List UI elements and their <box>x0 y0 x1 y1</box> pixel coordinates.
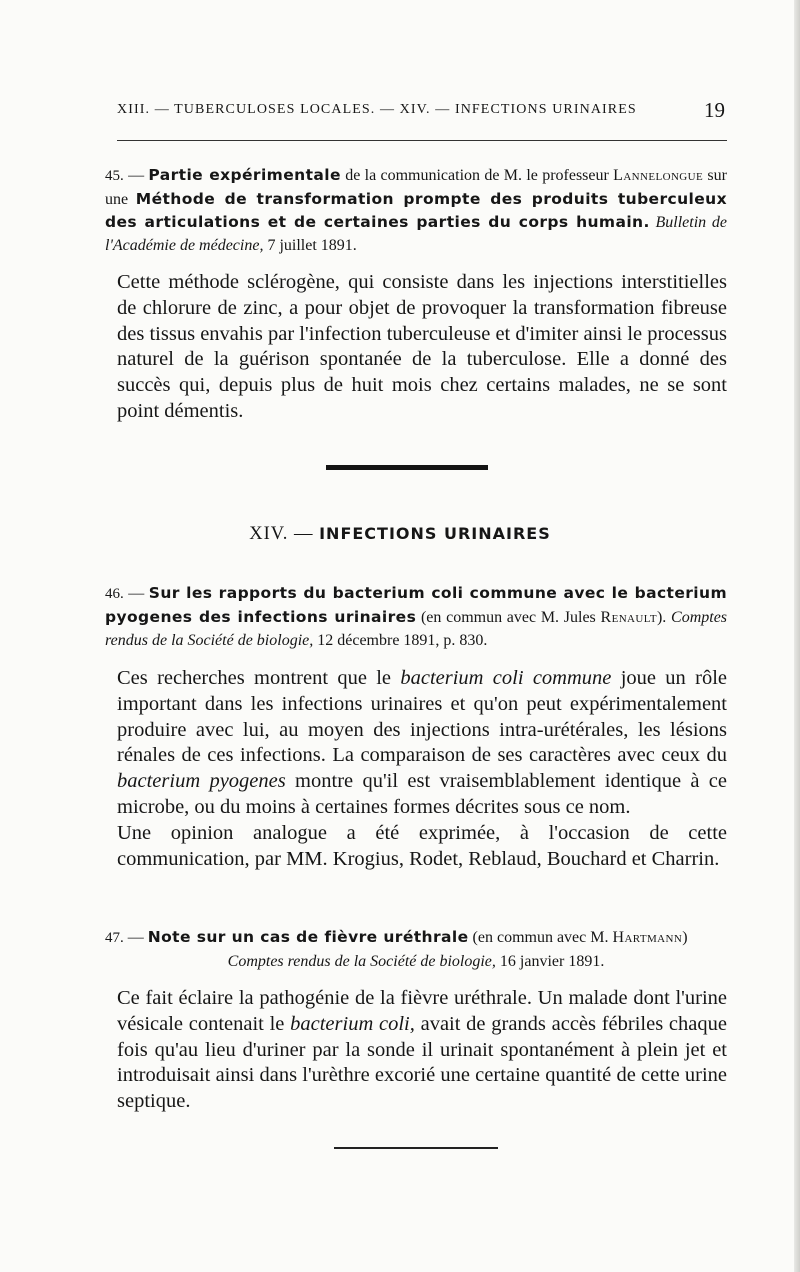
reference-number: 46. <box>105 586 124 602</box>
species-name: bacterium coli, <box>290 1012 415 1035</box>
header-rule <box>117 140 727 141</box>
reference-text: (en commun avec M. Jules <box>416 609 601 626</box>
summary-text: joue un rôle important dans les infections urinaires et qu'on peut expérimentalement produire avec lui, au moyen des injections intra-urétérales, les lésions rénales de ces infections. La comparaison de ses caractères avec ceux du <box>117 667 727 767</box>
reference-number: 47. <box>105 930 124 946</box>
section-number: XIV. — <box>249 524 320 544</box>
summary-text: Ce fait éclaire la pathogénie de la fièvre uréthrale. Un malade dont l'urine vésicale contenait le <box>117 987 727 1035</box>
page-number: 19 <box>704 98 725 122</box>
reference-title: Note sur un cas de fièvre uréthrale <box>147 928 469 946</box>
end-ornament <box>334 1147 498 1149</box>
reference-46 <box>105 582 727 652</box>
reference-dash: — <box>123 929 148 946</box>
reference-title: Méthode de transformation prompte des produits tuberculeux des articulations et de certaines parties du corps humain. <box>105 190 727 231</box>
summary-text: avait de grands accès fébriles chaque fois qu'au lieu d'uriner par la sonde il urinait spontanément à plein jet et introduisait ainsi dans l'urèthre excorié une certaine quantité de cette urine septique. <box>117 1012 727 1113</box>
summary-paragraph: Une opinion analogue a été exprimée, à l'occasion de cette communication, par MM. Krogius, Rodet, Reblaud, Bouchard et Charrin. <box>117 821 727 870</box>
running-title: XIII. — TUBERCULOSES LOCALES. — XIV. — INFECTIONS URINAIRES <box>117 102 637 117</box>
reference-text: ) <box>682 929 688 946</box>
reference-date: 16 janvier 1891. <box>495 953 605 970</box>
summary-paragraph <box>117 666 727 821</box>
running-header <box>117 98 727 126</box>
species-name: bacterium pyogenes <box>117 770 286 793</box>
section-heading <box>0 524 800 545</box>
summary-text: Ces recherches montrent que le <box>117 667 401 689</box>
species-name: bacterium coli commune <box>400 667 612 689</box>
reference-journal: Bulletin de l'Académie de médecine, <box>105 214 727 254</box>
reference-coauthor: Hartmann <box>612 929 683 946</box>
reference-text: de la communication de M. le professeur <box>340 167 614 184</box>
reference-text: (en commun avec M. <box>468 929 613 946</box>
reference-text: sur une <box>105 167 727 208</box>
reference-journal: Comptes rendus de la Société de biologie, <box>227 953 496 970</box>
reference-date: 12 décembre 1891, p. 830. <box>313 632 488 649</box>
summary-47 <box>117 986 727 1115</box>
reference-dash: — <box>123 167 149 184</box>
summary-text: montre qu'il est vraisemblablement identique à ce microbe, ou du moins à certaines formes décrites sous ce nom. <box>117 770 727 818</box>
reference-45 <box>105 164 727 257</box>
summary-46 <box>117 666 727 872</box>
summary-45 <box>117 270 727 425</box>
section-ornament <box>326 465 488 470</box>
summary-paragraph: Cette méthode sclérogène, qui consiste dans les injections interstitielles de chlorure de zinc, a pour objet de provoquer la transformation fibreuse des tissus envahis par l'infection tuberculeuse et d'imiter ainsi le processus naturel de la guérison spontanée de la tuberculose. Elle a donné des succès qui, depuis plus de huit mois chez certains malades, ne se sont point démentis. <box>117 271 727 422</box>
reference-coauthor: Renault <box>600 609 657 626</box>
reference-journal: Comptes rendus de la Société de biologie, <box>105 609 728 649</box>
reference-dash: — <box>123 585 149 602</box>
reference-source-line <box>105 950 727 973</box>
reference-author: Lannelongue <box>613 167 704 184</box>
reference-47 <box>105 926 727 973</box>
reference-title: Partie expérimentale <box>148 166 341 184</box>
reference-number: 45. <box>105 168 124 184</box>
reference-date: 7 juillet 1891. <box>263 237 357 254</box>
summary-paragraph <box>117 986 727 1115</box>
section-title: INFECTIONS URINAIRES <box>319 524 551 543</box>
reference-text: ). <box>656 609 667 626</box>
reference-title: Sur les rapports du bacterium coli commune avec le bacterium pyogenes des infections urinaires <box>105 584 728 626</box>
